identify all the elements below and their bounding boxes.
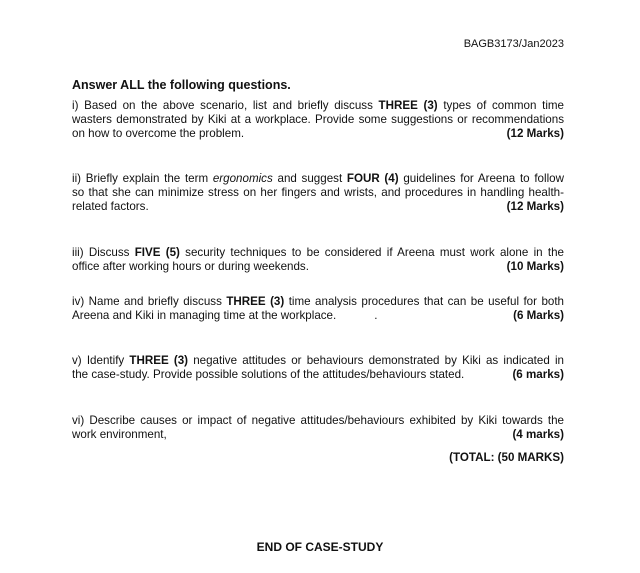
question-2-line-1: ii) Briefly explain the term ergonomics and suggest FOUR (4) guidelines for Areena to follow — [72, 172, 564, 185]
question-1-marks: (12 Marks) — [506, 127, 564, 141]
end-of-case-study: END OF CASE-STUDY — [256, 540, 384, 554]
question-6-marks: (4 marks) — [512, 428, 564, 442]
document-code: BAGB3173/Jan2023 — [463, 38, 564, 50]
question-2-line-2: so that she can minimize stress on her fingers and wrists, and procedures in handling health- — [72, 186, 564, 200]
question-4 — [72, 295, 564, 323]
question-5-line-1: v) Identify THREE (3) negative attitudes or behaviours demonstrated by Kiki as indicated in — [72, 354, 564, 367]
question-5-marks: (6 marks) — [512, 368, 564, 382]
question-4-line-1: iv) Name and briefly discuss THREE (3) time analysis procedures that can be useful for both — [72, 295, 565, 308]
total-marks: (TOTAL: (50 MARKS) — [449, 451, 564, 464]
question-5 — [72, 354, 564, 382]
question-1-line-3: on how to overcome the problem. (12 Marks) — [72, 127, 564, 141]
question-3-line-2: office after working hours or during weekends. (10 Marks) — [72, 260, 564, 274]
question-6-line-2: work environment, (4 marks) — [72, 428, 564, 442]
question-3-line-1: iii) Discuss FIVE (5) security techniques to be considered if Areena must work alone in the — [72, 246, 564, 259]
question-4-line-2: Areena and Kiki in managing time at the workplace. . (6 Marks) — [72, 309, 564, 323]
question-3 — [72, 246, 564, 274]
question-3-marks: (10 Marks) — [506, 260, 564, 274]
question-5-line-2: the case-study. Provide possible solutions of the attitudes/behaviours stated. (6 marks) — [72, 368, 564, 382]
question-2-line-3: related factors. (12 Marks) — [72, 200, 564, 214]
instructions-heading: Answer ALL the following questions. — [72, 78, 291, 92]
question-1-line-1: i) Based on the above scenario, list and briefly discuss THREE (3) types of common time — [72, 99, 565, 112]
question-1-line-2: wasters demonstrated by Kiki at a workplace. Provide some suggestions or recommendations — [72, 113, 564, 127]
question-1 — [72, 99, 564, 142]
question-6 — [72, 414, 564, 442]
question-2 — [72, 172, 564, 215]
question-4-marks: (6 Marks) — [513, 309, 564, 323]
question-6-line-1: vi) Describe causes or impact of negative attitudes/behaviours exhibited by Kiki towards the — [72, 414, 564, 427]
stray-period: . — [374, 309, 378, 323]
question-2-marks: (12 Marks) — [506, 200, 564, 214]
